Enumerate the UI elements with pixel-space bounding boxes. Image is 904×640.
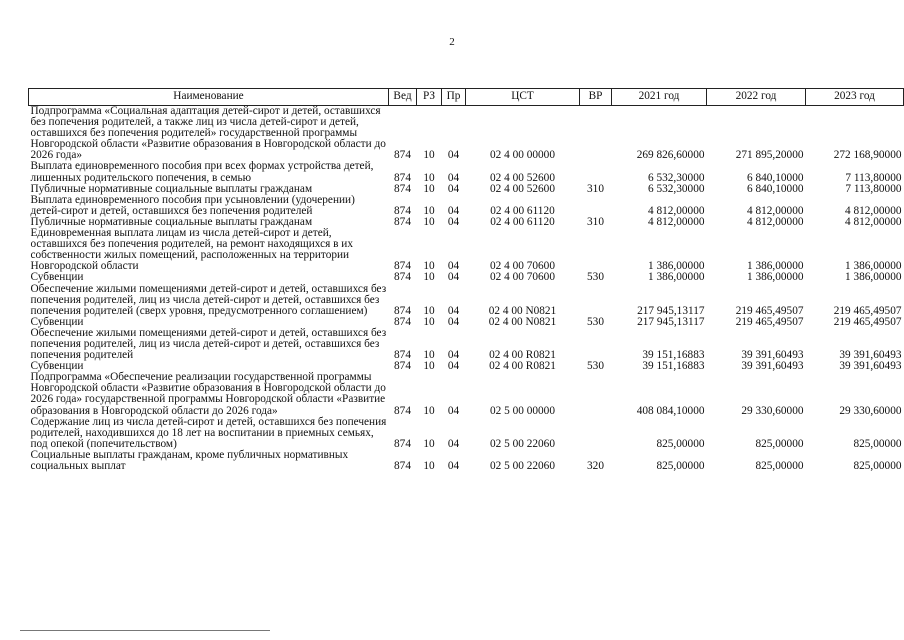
header-name: Наименование [29, 89, 389, 106]
row-ved: 874 [394, 349, 411, 362]
header-ved: Вед [389, 89, 417, 106]
table-row [29, 328, 904, 361]
row-name: Публичные нормативные социальные выплаты гражданам [30, 182, 313, 195]
row-cst: 02 4 00 R0821 [489, 349, 556, 362]
row-cst: 02 5 00 22060 [490, 460, 555, 472]
row-rz: 10 [423, 460, 435, 472]
row-ved: 874 [394, 171, 411, 184]
row-2021: 217 945,13117 [637, 304, 705, 317]
row-rz: 10 [423, 360, 435, 373]
row-cst: 02 4 00 70600 [490, 260, 555, 273]
row-pr: 04 [447, 260, 460, 273]
header-cst: ЦСТ [466, 89, 580, 106]
row-name: Обеспечение жилыми помещениями детей-сирот и детей, оставшихся без попечения родителей, лиц из числа детей-сирот и детей, оставшихся без попечения родителей (сверх уровня, предусмотренного соглашением) [30, 282, 387, 317]
row-name: Субвенции [30, 315, 84, 328]
row-2023: 219 465,49507 [833, 315, 902, 328]
row-cst: 02 4 00 N0821 [488, 304, 557, 317]
header-2022: 2022 год [707, 89, 806, 106]
row-rz: 10 [423, 315, 435, 328]
row-ved: 874 [394, 260, 411, 273]
row-cst: 02 4 00 61120 [490, 204, 555, 217]
header-2023: 2023 год [806, 89, 904, 106]
row-2021: 269 826,60000 [636, 149, 705, 162]
row-2021: 408 084,10000 [636, 404, 705, 417]
row-rz: 10 [423, 304, 435, 317]
row-pr: 04 [447, 271, 460, 284]
row-name: Субвенции [30, 271, 84, 284]
row-2021: 39 151,16883 [642, 349, 705, 362]
row-name: Обеспечение жилыми помещениями детей-сирот и детей, оставшихся без попечения родителей, лиц из числа детей-сирот и детей, оставшихся без попечения родителей [30, 326, 387, 362]
row-pr: 04 [447, 437, 460, 450]
row-name: Единовременная выплата лицам из числа детей-сирот и детей, оставшихся без попечения родителей, на ремонт находящихся в их собственности жилых помещений, расположенных на территории Новгородской области [30, 227, 353, 273]
row-2023: 825,00000 [853, 460, 902, 472]
row-vr [580, 106, 612, 162]
row-cst: 02 4 00 70600 [490, 271, 555, 284]
table-row [29, 228, 904, 272]
row-rz: 10 [423, 260, 435, 273]
row-rz: 10 [423, 271, 435, 284]
row-cst: 02 4 00 61120 [490, 215, 555, 228]
row-2022: 4 812,00000 [747, 215, 804, 228]
row-cst: 02 4 00 00000 [490, 149, 555, 162]
row-pr: 04 [447, 360, 460, 373]
row-2022: 271 895,20000 [735, 149, 804, 162]
header-rz: РЗ [417, 89, 442, 106]
row-vr [580, 284, 612, 317]
row-2023: 825,00000 [853, 437, 902, 450]
row-ved: 874 [394, 460, 411, 472]
row-vr: 310 [587, 215, 604, 228]
row-cst: 02 4 00 N0821 [488, 315, 557, 328]
row-2023: 39 391,60493 [839, 349, 902, 362]
row-vr: 530 [587, 315, 604, 328]
row-rz: 10 [423, 215, 435, 228]
row-cst: 02 4 00 R0821 [489, 360, 556, 373]
row-name: Социальные выплаты гражданам, кроме публичных нормативных социальных выплат [30, 448, 349, 472]
row-cst: 02 4 00 52600 [490, 182, 555, 195]
row-ved: 874 [394, 360, 411, 373]
row-pr: 04 [447, 349, 460, 362]
row-2021: 217 945,13117 [637, 315, 705, 328]
row-2022: 1 386,00000 [747, 271, 804, 284]
budget-table [28, 88, 904, 472]
table-row [29, 272, 904, 283]
row-name: Субвенции [30, 360, 84, 373]
table-row [29, 450, 904, 472]
row-ved: 874 [394, 204, 411, 217]
page-number: 2 [449, 36, 455, 48]
row-2022: 4 812,00000 [747, 204, 804, 217]
row-ved: 874 [394, 215, 411, 228]
row-name: Содержание лиц из числа детей-сирот и детей, оставшихся без попечения родителей, находившихся до 18 лет на воспитании в приемных семьях, под опекой (попечительством) [30, 415, 387, 450]
table-row [29, 195, 904, 217]
row-ved: 874 [394, 271, 411, 284]
row-2023: 219 465,49507 [833, 304, 902, 317]
row-vr [580, 195, 612, 217]
row-2021: 6 532,30000 [648, 171, 705, 184]
row-2023: 1 386,00000 [845, 260, 902, 273]
row-vr: 310 [587, 182, 604, 195]
row-2023: 39 391,60493 [839, 360, 902, 373]
row-2021: 39 151,16883 [642, 360, 705, 373]
row-2022: 1 386,00000 [747, 260, 804, 273]
row-2022: 39 391,60493 [741, 360, 804, 373]
row-pr: 04 [447, 315, 460, 328]
row-rz: 10 [423, 437, 435, 450]
table-row [29, 106, 904, 162]
row-2021: 1 386,00000 [648, 271, 705, 284]
row-2021: 6 532,30000 [648, 182, 705, 195]
row-2022: 6 840,10000 [747, 171, 804, 184]
row-vr: 530 [587, 271, 604, 284]
row-2023: 7 113,80000 [845, 182, 902, 195]
row-2023: 272 168,90000 [833, 149, 902, 162]
row-vr [580, 372, 612, 416]
row-2022: 6 840,10000 [747, 182, 804, 195]
row-vr [580, 228, 612, 272]
row-2023: 7 113,80000 [845, 171, 902, 184]
row-2021: 4 812,00000 [648, 215, 705, 228]
row-ved: 874 [394, 437, 411, 450]
row-name: Выплата единовременного пособия при всех формах устройства детей, лишенных родительского попечения, в семью [30, 160, 374, 184]
row-vr [580, 161, 612, 183]
row-vr [580, 417, 612, 450]
row-pr: 04 [447, 215, 460, 228]
row-name: Выплата единовременного пособия при усыновлении (удочерении) детей-сирот и детей, оставшихся без попечения родителей [30, 193, 355, 217]
row-ved: 874 [394, 149, 411, 162]
row-2023: 4 812,00000 [845, 204, 902, 217]
row-rz: 10 [423, 204, 435, 217]
row-rz: 10 [423, 149, 435, 162]
table-row [29, 284, 904, 317]
header-vr: ВР [580, 89, 612, 106]
row-2021: 1 386,00000 [648, 260, 705, 273]
row-pr: 04 [447, 204, 460, 217]
row-rz: 10 [423, 171, 435, 184]
row-vr [580, 328, 612, 361]
row-rz: 10 [423, 404, 435, 417]
row-2023: 1 386,00000 [845, 271, 902, 284]
row-pr: 04 [447, 182, 460, 195]
row-2021: 825,00000 [656, 460, 705, 472]
row-pr: 04 [447, 171, 460, 184]
row-2023: 29 330,60000 [839, 404, 902, 417]
row-ved: 874 [394, 404, 411, 417]
row-pr: 04 [447, 404, 460, 417]
row-rz: 10 [423, 182, 435, 195]
row-pr: 04 [447, 149, 460, 162]
row-ved: 874 [394, 182, 411, 195]
row-name: Публичные нормативные социальные выплаты гражданам [30, 215, 313, 228]
row-cst: 02 4 00 52600 [490, 171, 555, 184]
table-row [29, 372, 904, 416]
row-2023: 4 812,00000 [845, 215, 902, 228]
row-name: Подпрограмма «Обеспечение реализации государственной программы Новгородской области «Развитие образования в Новгородской области до 2026 года» государственной программы Новгородской области «Развитие образования в Новгородской области до 2026 года» [30, 371, 386, 417]
bottom-edge-line [20, 630, 270, 631]
row-2022: 39 391,60493 [741, 349, 804, 362]
header-pr: Пр [442, 89, 466, 106]
row-cst: 02 5 00 00000 [490, 404, 555, 417]
row-name: Подпрограмма «Социальная адаптация детей-сирот и детей, оставшихся без попечения родителей, а также лиц из числа детей-сирот и детей, оставшихся без попечения родителей» государственной программы Новгородской области «Развитие образования в Новгородской области до 2026 года» [30, 105, 386, 162]
table-header-row [29, 89, 904, 106]
row-2022: 219 465,49507 [735, 304, 804, 317]
row-pr: 04 [447, 460, 460, 472]
row-2021: 825,00000 [656, 437, 705, 450]
row-rz: 10 [423, 349, 435, 362]
header-2021: 2021 год [612, 89, 707, 106]
row-2022: 825,00000 [755, 437, 804, 450]
row-vr: 530 [587, 360, 604, 373]
row-2022: 219 465,49507 [735, 315, 804, 328]
row-cst: 02 5 00 22060 [490, 437, 555, 450]
row-pr: 04 [447, 304, 460, 317]
row-2021: 4 812,00000 [648, 204, 705, 217]
row-ved: 874 [394, 315, 411, 328]
row-ved: 874 [394, 304, 411, 317]
table-row [29, 417, 904, 450]
row-2022: 825,00000 [755, 460, 804, 472]
table-row [29, 161, 904, 183]
row-vr: 320 [587, 460, 604, 472]
row-2022: 29 330,60000 [741, 404, 804, 417]
